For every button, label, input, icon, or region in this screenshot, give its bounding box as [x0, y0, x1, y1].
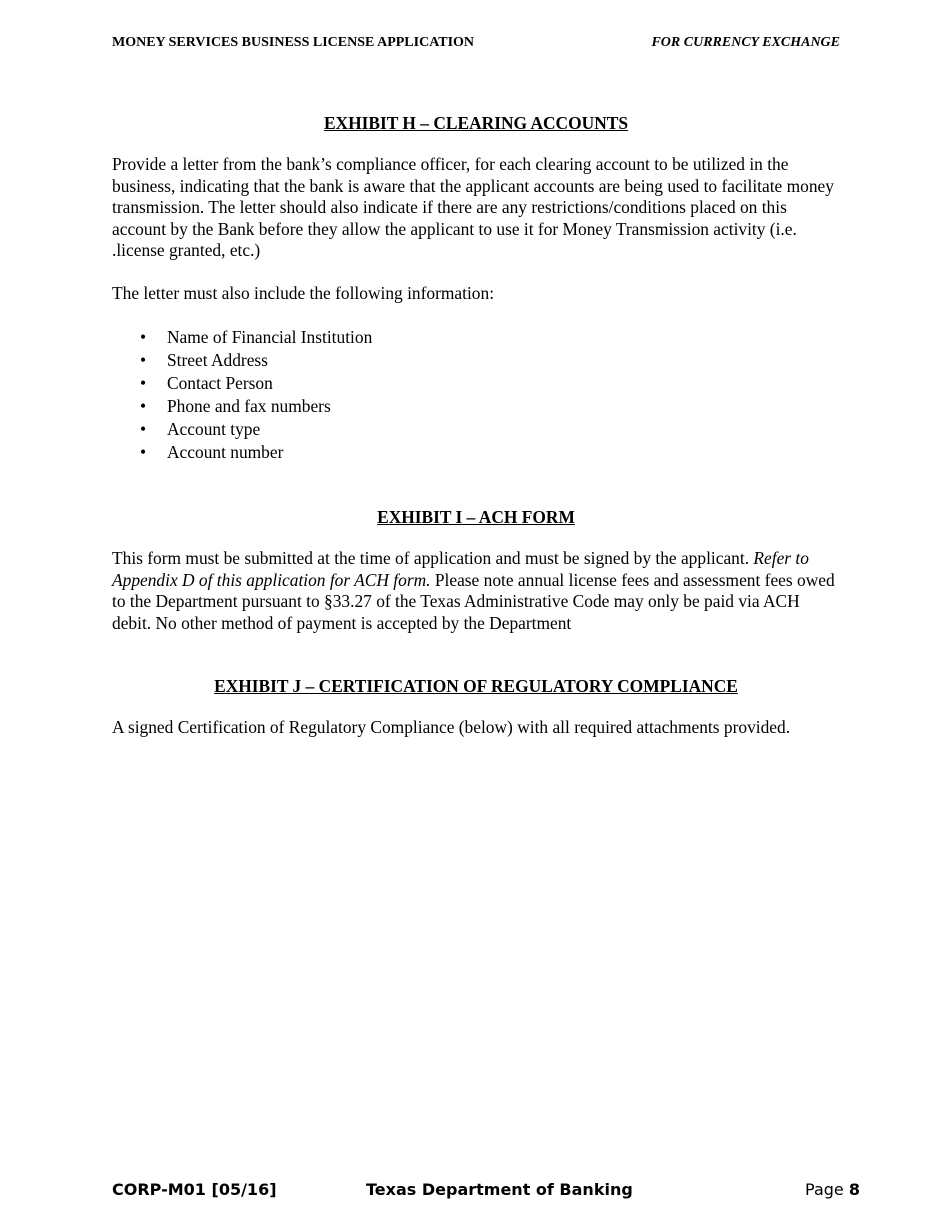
header-title: MONEY SERVICES BUSINESS LICENSE APPLICATION	[112, 35, 475, 50]
exhibit-j-paragraph: A signed Certification of Regulatory Compliance (below) with all required attachments provided.	[112, 717, 791, 737]
form-id: CORP-M01 [05/16]	[112, 1180, 277, 1199]
exhibit-i-text-1: This form must be submitted at the time of application and must be signed by the applicant.	[112, 548, 750, 568]
page-label: Page	[805, 1180, 844, 1199]
exhibit-h-paragraph: Provide a letter from the bank’s compliance officer, for each clearing account to be utilized in the business, indicating that the bank is aware that the applicant accounts are being used to facilitate money transmission. The letter should also indicate if there are any restrictions/conditions placed on this account by the Bank before they allow the applicant to use it for Money Transmission activity (i.e. .license granted, etc.)	[112, 154, 834, 260]
appendix-reference: Refer to Appendix D of this application for ACH form.	[112, 548, 809, 590]
exhibit-i-text-2: Please note annual license fees and assessment fees owed to the Department pursuant to §33.27 of the Texas Administrative Code may only be paid via ACH debit. No other method of payment is accepted by the Department	[112, 569, 835, 633]
exhibit-j-title: EXHIBIT J – CERTIFICATION OF REGULATORY COMPLIANCE	[214, 676, 738, 696]
exhibit-i-title: EXHIBIT I – ACH FORM	[377, 507, 575, 527]
page-footer	[112, 1180, 860, 1202]
page-indicator	[805, 1180, 860, 1199]
list-item: • Contact Person	[167, 372, 840, 395]
list-item: • Account type	[167, 418, 840, 441]
required-info-list	[112, 326, 840, 464]
list-item: • Account number	[167, 441, 840, 464]
exhibit-h-title: EXHIBIT H – CLEARING ACCOUNTS	[323, 113, 629, 133]
page-header	[112, 35, 840, 55]
exhibit-h-intro: The letter must also include the following information:	[112, 282, 495, 303]
department-name: Texas Department of Banking	[366, 1180, 633, 1199]
list-item: • Street Address	[167, 349, 840, 372]
exhibit-i-paragraph	[112, 548, 840, 634]
header-subtitle: FOR CURRENCY EXCHANGE	[651, 35, 840, 50]
list-item: • Phone and fax numbers	[167, 395, 840, 418]
list-item: • Name of Financial Institution	[167, 326, 840, 349]
document-body	[112, 112, 840, 739]
page-number: 8	[848, 1180, 860, 1199]
